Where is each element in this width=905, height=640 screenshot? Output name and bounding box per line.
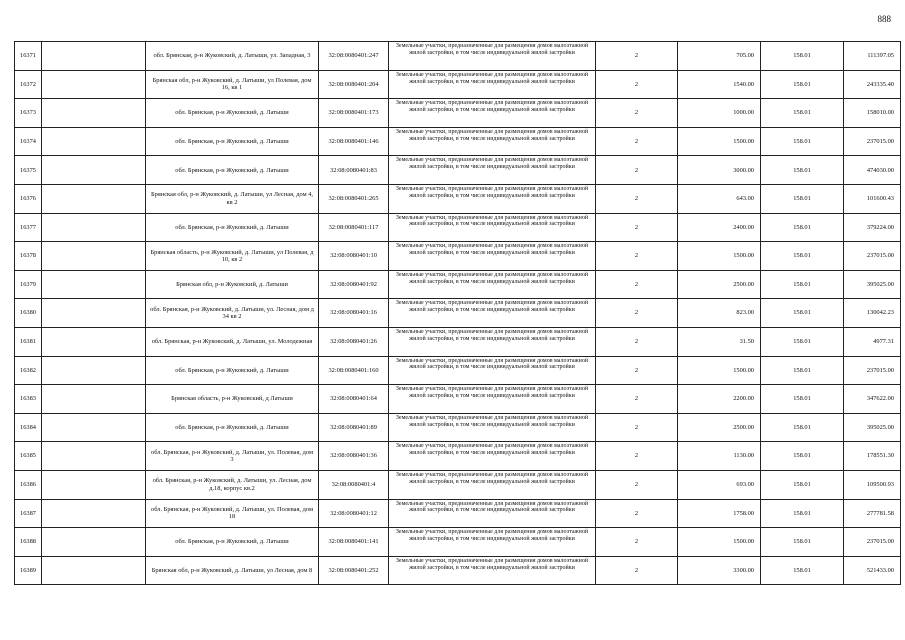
cadastral-number-cell: 32:08:0080401:12 [319,499,389,528]
rate-cell: 158.01 [761,470,844,499]
empty-cell [42,499,146,528]
cadastral-value-cell: 237015.00 [844,127,901,156]
row-number-cell: 16378 [15,242,42,271]
rate-cell: 158.01 [761,299,844,328]
rate-cell: 158.01 [761,99,844,128]
rate-cell: 158.01 [761,184,844,213]
empty-cell [42,156,146,185]
empty-cell [42,528,146,557]
address-cell: Брянская обл, р-н Жуковский, д. Латыши, ул Полевая, дом 16, кв 1 [146,70,319,99]
row-number-cell: 16382 [15,356,42,385]
address-cell: Брянская обл, р-н Жуковский, д. Латыши [146,270,319,299]
cadastral-value-cell: 277781.58 [844,499,901,528]
land-use-cell: Земельные участки, предназначенные для размещения домов малоэтажной жилой застройки, в том числе индивидуальной жилой застройки [389,356,596,385]
cadastral-number-cell: 32:08:0080401:204 [319,70,389,99]
table-row [15,242,901,271]
land-use-cell: Земельные участки, предназначенные для размещения домов малоэтажной жилой застройки, в том числе индивидуальной жилой застройки [389,556,596,585]
row-number-cell: 16386 [15,470,42,499]
empty-cell [42,99,146,128]
table-row [15,413,901,442]
rate-cell: 158.01 [761,385,844,414]
table-row [15,442,901,471]
page-number: 888 [877,14,891,24]
row-number-cell: 16389 [15,556,42,585]
land-use-cell: Земельные участки, предназначенные для размещения домов малоэтажной жилой застройки, в том числе индивидуальной жилой застройки [389,70,596,99]
group-cell: 2 [596,470,678,499]
cadastral-value-cell: 395025.00 [844,413,901,442]
cadastral-number-cell: 32:08:0080401:117 [319,213,389,242]
address-cell: обл. Брянская, р-н Жуковский, д. Латыши [146,213,319,242]
table-row [15,184,901,213]
table-row [15,70,901,99]
land-use-cell: Земельные участки, предназначенные для размещения домов малоэтажной жилой застройки, в том числе индивидуальной жилой застройки [389,499,596,528]
cadastral-value-cell: 243335.40 [844,70,901,99]
area-cell: 1130.00 [678,442,761,471]
area-cell: 705.00 [678,42,761,71]
area-cell: 3300.00 [678,556,761,585]
empty-cell [42,356,146,385]
row-number-cell: 16374 [15,127,42,156]
address-cell: Брянская область, р-н Жуковский, д. Латыши, ул Полевая, д 10, кв 2 [146,242,319,271]
group-cell: 2 [596,356,678,385]
table-row [15,299,901,328]
address-cell: Брянская обл, р-н Жуковский, д. Латыши, ул Лесная, дом 8 [146,556,319,585]
land-use-cell: Земельные участки, предназначенные для размещения домов малоэтажной жилой застройки, в том числе индивидуальной жилой застройки [389,127,596,156]
land-plots-table [14,41,901,585]
empty-cell [42,442,146,471]
cadastral-value-cell: 237015.00 [844,528,901,557]
land-use-cell: Земельные участки, предназначенные для размещения домов малоэтажной жилой застройки, в том числе индивидуальной жилой застройки [389,156,596,185]
cadastral-number-cell: 32:08:0080401:83 [319,156,389,185]
cadastral-number-cell: 32:08:0080401:26 [319,327,389,356]
row-number-cell: 16383 [15,385,42,414]
area-cell: 1758.00 [678,499,761,528]
group-cell: 2 [596,213,678,242]
address-cell: обл. Брянская, р-н Жуковский, д. Латыши, ул. Лесная, дом д.18, корпус кв.2 [146,470,319,499]
rate-cell: 158.01 [761,156,844,185]
area-cell: 1500.00 [678,528,761,557]
table-row [15,42,901,71]
land-use-cell: Земельные участки, предназначенные для размещения домов малоэтажной жилой застройки, в том числе индивидуальной жилой застройки [389,270,596,299]
rate-cell: 158.01 [761,127,844,156]
cadastral-number-cell: 32:08:0080401:92 [319,270,389,299]
land-use-cell: Земельные участки, предназначенные для размещения домов малоэтажной жилой застройки, в том числе индивидуальной жилой застройки [389,327,596,356]
group-cell: 2 [596,242,678,271]
table-row [15,213,901,242]
rate-cell: 158.01 [761,42,844,71]
address-cell: Брянская обл, р-н Жуковский, д. Латыши, ул Лесная, дом 4, кв 2 [146,184,319,213]
cadastral-value-cell: 237015.00 [844,356,901,385]
address-cell: обл. Брянская, р-н Жуковский, д. Латыши, ул. Полевая, дом 18 [146,499,319,528]
row-number-cell: 16381 [15,327,42,356]
cadastral-number-cell: 32:08:0080401:10 [319,242,389,271]
row-number-cell: 16375 [15,156,42,185]
rate-cell: 158.01 [761,242,844,271]
cadastral-number-cell: 32:08:0080401:141 [319,528,389,557]
cadastral-value-cell: 130042.23 [844,299,901,328]
group-cell: 2 [596,127,678,156]
area-cell: 2200.00 [678,385,761,414]
rate-cell: 158.01 [761,499,844,528]
empty-cell [42,385,146,414]
cadastral-value-cell: 4977.31 [844,327,901,356]
row-number-cell: 16385 [15,442,42,471]
empty-cell [42,42,146,71]
rate-cell: 158.01 [761,528,844,557]
empty-cell [42,413,146,442]
empty-cell [42,556,146,585]
area-cell: 1540.00 [678,70,761,99]
address-cell: обл. Брянская, р-н Жуковский, д. Латыши [146,127,319,156]
land-use-cell: Земельные участки, предназначенные для размещения домов малоэтажной жилой застройки, в том числе индивидуальной жилой застройки [389,213,596,242]
cadastral-number-cell: 32:08:0080401:160 [319,356,389,385]
row-number-cell: 16379 [15,270,42,299]
cadastral-number-cell: 32:08:0080401:146 [319,127,389,156]
land-use-cell: Земельные участки, предназначенные для размещения домов малоэтажной жилой застройки, в том числе индивидуальной жилой застройки [389,184,596,213]
cadastral-value-cell: 109500.93 [844,470,901,499]
group-cell: 2 [596,184,678,213]
empty-cell [42,213,146,242]
land-use-cell: Земельные участки, предназначенные для размещения домов малоэтажной жилой застройки, в том числе индивидуальной жилой застройки [389,299,596,328]
rate-cell: 158.01 [761,327,844,356]
rate-cell: 158.01 [761,556,844,585]
address-cell: обл. Брянская, р-н Жуковский, д. Латыши [146,356,319,385]
address-cell: Брянская область, р-н Жуковский, д Латыши [146,385,319,414]
cadastral-value-cell: 111397.05 [844,42,901,71]
cadastral-number-cell: 32:08:0080401:64 [319,385,389,414]
rate-cell: 158.01 [761,213,844,242]
area-cell: 2400.00 [678,213,761,242]
cadastral-number-cell: 32:08:0080401:4 [319,470,389,499]
cadastral-value-cell: 521433.00 [844,556,901,585]
row-number-cell: 16372 [15,70,42,99]
empty-cell [42,299,146,328]
group-cell: 2 [596,413,678,442]
group-cell: 2 [596,42,678,71]
land-use-cell: Земельные участки, предназначенные для размещения домов малоэтажной жилой застройки, в том числе индивидуальной жилой застройки [389,385,596,414]
cadastral-value-cell: 237015.00 [844,242,901,271]
cadastral-number-cell: 32:08:0080401:89 [319,413,389,442]
group-cell: 2 [596,499,678,528]
table-row [15,528,901,557]
table-body [15,42,901,585]
land-use-cell: Земельные участки, предназначенные для размещения домов малоэтажной жилой застройки, в том числе индивидуальной жилой застройки [389,470,596,499]
cadastral-value-cell: 158010.00 [844,99,901,128]
rate-cell: 158.01 [761,70,844,99]
area-cell: 693.00 [678,470,761,499]
cadastral-value-cell: 474030.00 [844,156,901,185]
row-number-cell: 16388 [15,528,42,557]
group-cell: 2 [596,528,678,557]
area-cell: 1500.00 [678,356,761,385]
table-row [15,270,901,299]
cadastral-number-cell: 32:08:0080401:16 [319,299,389,328]
cadastral-value-cell: 395025.00 [844,270,901,299]
empty-cell [42,184,146,213]
address-cell: обл. Брянская, р-н Жуковский, д. Латыши, ул. Западная, 3 [146,42,319,71]
table-row [15,156,901,185]
cadastral-number-cell: 32:08:0080401:265 [319,184,389,213]
empty-cell [42,270,146,299]
land-use-cell: Земельные участки, предназначенные для размещения домов малоэтажной жилой застройки, в том числе индивидуальной жилой застройки [389,42,596,71]
row-number-cell: 16384 [15,413,42,442]
address-cell: обл. Брянская, р-н Жуковский, д. Латыши [146,528,319,557]
land-use-cell: Земельные участки, предназначенные для размещения домов малоэтажной жилой застройки, в том числе индивидуальной жилой застройки [389,413,596,442]
row-number-cell: 16371 [15,42,42,71]
group-cell: 2 [596,270,678,299]
area-cell: 3000.00 [678,156,761,185]
address-cell: обл. Брянская, р-н Жуковский, д. Латыши [146,413,319,442]
empty-cell [42,70,146,99]
cadastral-number-cell: 32:08:0080401:252 [319,556,389,585]
address-cell: обл. Брянская, р-н Жуковский, д. Латыши [146,99,319,128]
group-cell: 2 [596,156,678,185]
cadastral-number-cell: 32:08:0080401:247 [319,42,389,71]
address-cell: обл. Брянская, р-н Жуковский, д. Латыши, ул. Молодежная [146,327,319,356]
land-use-cell: Земельные участки, предназначенные для размещения домов малоэтажной жилой застройки, в том числе индивидуальной жилой застройки [389,442,596,471]
table-row [15,356,901,385]
table-row [15,385,901,414]
empty-cell [42,470,146,499]
empty-cell [42,127,146,156]
group-cell: 2 [596,327,678,356]
group-cell: 2 [596,70,678,99]
area-cell: 643.00 [678,184,761,213]
row-number-cell: 16380 [15,299,42,328]
address-cell: обл. Брянская, р-н Жуковский, д. Латыши, ул. Лесная, дом д 34 кв 2 [146,299,319,328]
table-row [15,99,901,128]
area-cell: 1000.00 [678,99,761,128]
table-row [15,470,901,499]
rate-cell: 158.01 [761,442,844,471]
row-number-cell: 16376 [15,184,42,213]
address-cell: обл. Брянская, р-н Жуковский, д. Латыши, ул. Полевая, дом 3 [146,442,319,471]
empty-cell [42,327,146,356]
group-cell: 2 [596,385,678,414]
group-cell: 2 [596,99,678,128]
row-number-cell: 16373 [15,99,42,128]
rate-cell: 158.01 [761,413,844,442]
rate-cell: 158.01 [761,356,844,385]
cadastral-value-cell: 379224.00 [844,213,901,242]
area-cell: 1500.00 [678,127,761,156]
row-number-cell: 16377 [15,213,42,242]
group-cell: 2 [596,299,678,328]
table-row [15,499,901,528]
cadastral-number-cell: 32:08:0080401:36 [319,442,389,471]
table-row [15,556,901,585]
area-cell: 1500.00 [678,242,761,271]
group-cell: 2 [596,442,678,471]
area-cell: 31.50 [678,327,761,356]
land-use-cell: Земельные участки, предназначенные для размещения домов малоэтажной жилой застройки, в том числе индивидуальной жилой застройки [389,99,596,128]
cadastral-value-cell: 101600.43 [844,184,901,213]
group-cell: 2 [596,556,678,585]
area-cell: 823.00 [678,299,761,328]
cadastral-number-cell: 32:08:0080401:173 [319,99,389,128]
area-cell: 2500.00 [678,413,761,442]
empty-cell [42,242,146,271]
row-number-cell: 16387 [15,499,42,528]
land-use-cell: Земельные участки, предназначенные для размещения домов малоэтажной жилой застройки, в том числе индивидуальной жилой застройки [389,242,596,271]
table-row [15,327,901,356]
table-row [15,127,901,156]
land-use-cell: Земельные участки, предназначенные для размещения домов малоэтажной жилой застройки, в том числе индивидуальной жилой застройки [389,528,596,557]
cadastral-value-cell: 178551.30 [844,442,901,471]
address-cell: обл. Брянская, р-н Жуковский, д. Латыши [146,156,319,185]
cadastral-value-cell: 347622.00 [844,385,901,414]
rate-cell: 158.01 [761,270,844,299]
area-cell: 2500.00 [678,270,761,299]
